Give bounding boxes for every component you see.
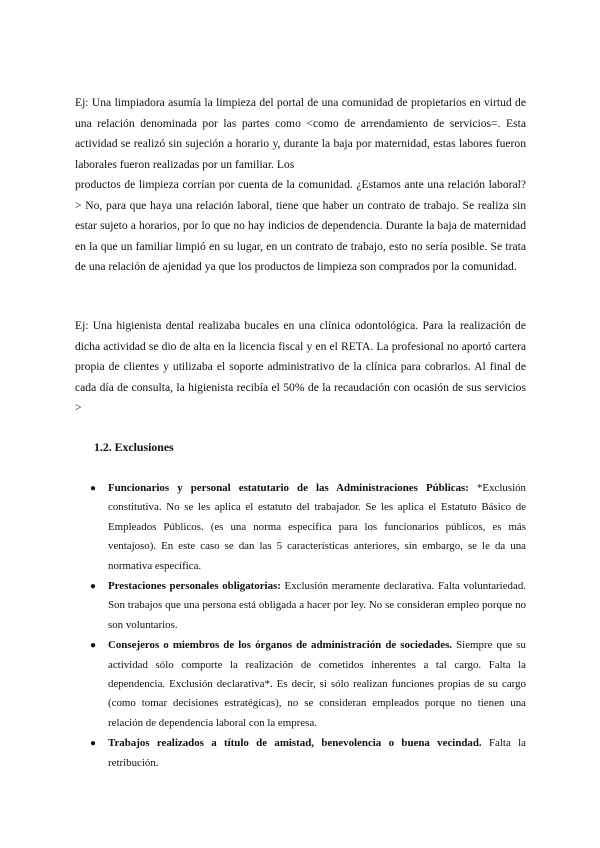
exclusion-lead: Trabajos realizados a título de amistad, benevolencia o buena vecindad. (108, 737, 482, 750)
exclusion-item-prestaciones (90, 577, 526, 635)
bullet-icon: ● (90, 483, 97, 494)
example-paragraph-hygienist: Ej: Una higienista dental realizaba bucales en una clínica odontológica. Para la realización de dicha actividad se dio de alta en la licencia fiscal y en el RETA. La profesional no aportó cartera propia de clientes y utilizaba el soporte administrativo de la clínica para cobrarlos. Al final de cada día de consulta, la higienista recibía el 50% de la recaudación con ocasión de sus servicios > (75, 319, 526, 414)
exclusion-item-amistad (90, 734, 526, 773)
exclusion-text: Falta la retribución. (108, 737, 526, 769)
exclusion-text: *Exclusión constitutiva. No se les aplica el estatuto del trabajador. Se les aplica el Estatuto Básico de Empleados Públicos. (es una norma específica para los funcionarios públicos, es más ventajoso). En este caso se dan las 5 características anteriores, sin embargo, se le da una normativa específica. (108, 482, 526, 572)
exclusion-lead: Prestaciones personales obligatorias: (108, 580, 281, 593)
exclusion-item-funcionarios (90, 479, 526, 576)
section-heading-exclusions: 1.2. Exclusiones (94, 440, 174, 454)
bullet-icon: ● (90, 738, 97, 750)
exclusion-text: Siempre que su actividad sólo comporte la realización de cometidos inherentes a tal cargo. Falta la dependencia. Exclusión declarativa*. Es decir, si sólo realizan funciones propias de su cargo (como tomar decisiones estratégicas), no se consideran empleados porque no tienen una relación de dependencia laboral con la empresa. (108, 639, 526, 729)
example-paragraph-cleaner: Ej: Una limpiadora asumía la limpieza del portal de una comunidad de propietarios en virtud de una relación denominada por las partes como <como de arrendamiento de servicios=. Esta actividad se realizó sin sujeción a horario y, durante la baja por maternidad, estas labores fueron laborales fueron realizadas por un familiar. Los (75, 96, 526, 171)
exclusion-item-consejeros (90, 636, 526, 733)
exclusion-text: Exclusión meramente declarativa. Falta voluntariedad. Son trabajos que una persona está obligada a hacer por ley. No se consideran empleo porque no son voluntarios. (108, 580, 526, 631)
answer-paragraph-cleaner: productos de limpieza corrían por cuenta de la comunidad. ¿Estamos ante una relación laboral? > No, para que haya una relación laboral, tiene que haber un contrato de trabajo. Se realiza sin estar sujeto a horarios, por lo que no hay indicios de dependencia. Durante la baja de maternidad en la que un familiar limpió en su lugar, en un contrato de trabajo, esto no sería posible. Se trata de una relación de ajenidad ya que los productos de limpieza son comprados por la comunidad. (75, 178, 526, 273)
exclusion-lead: Consejeros o miembros de los órganos de administración de sociedades. (108, 639, 453, 652)
bullet-icon: ● (90, 581, 97, 593)
exclusion-lead: Funcionarios y personal estatutario de las Administraciones Públicas: (108, 482, 469, 494)
exclusions-list (90, 479, 526, 774)
bullet-icon: ● (90, 640, 97, 652)
